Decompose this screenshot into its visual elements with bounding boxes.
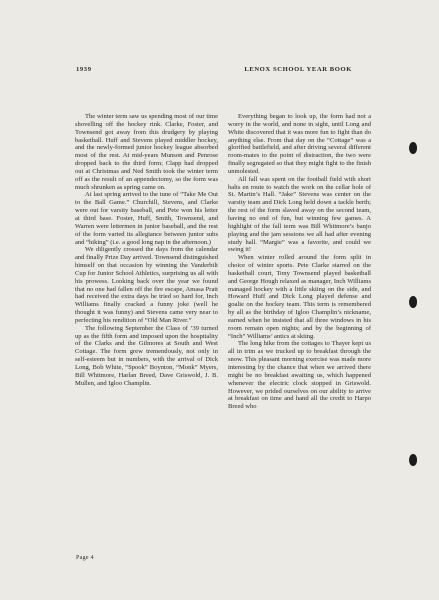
header-publication: LENOX SCHOOL YEAR BOOK xyxy=(244,66,352,73)
header-year: 1939 xyxy=(76,66,92,73)
paragraph: The long hike from the cottages to Thayer kept us all in trim as we trucked up to breakfast through the snow. This pleasant morning exercise was made more interesting by the chance that when we arrived there might be no breakfast awaiting us, which happened whenever the electric clock stopped in Griswold. However, we prided ourselves on our ability to arrive at breakfast on time and hand all the credit to Harpo Breed who xyxy=(228,340,371,411)
page-header xyxy=(76,66,352,73)
paragraph: All fall was spent on the football field with short halts en route to watch the work on the cellar hole of St. Martin’s Hall. “Jake” Stevens was center on the varsity team and Dick Long held down a tackle berth; the rest of the form slaved away on the second team, having no end of fun, but winning few games. A highlight of the fall term was Bill Whitmore’s banjo playing and the jam sessions we all had after evening study hall. “Margie” was a favorite, and could we swing it! xyxy=(228,175,371,254)
paragraph: At last spring arrived to the tune of “Take Me Out to the Ball Game.” Churchill, Stevens, and Clarke were out for varsity baseball, and Pete won his letter at third base. Foster, Huff, Smith, Townsend, and Warren were lettermen in junior baseball, and the rest of the form varied its allegiance between junior subs and “hiking” (i.e. a good long nap in the afternoon.) xyxy=(75,191,218,246)
binder-hole-icon xyxy=(409,142,417,154)
paragraph: The following September the Class of ’39 turned up as the fifth form and imposed upon the hospitality of the Clarks and the Gilmores at South and West Cottage. The form grew tremendously, not only in self-esteem but in numbers, with the arrival of Dick Long, Bob White, “Spook” Boynton, “Monk” Myers, Bill Whitmore, Harlan Breed, Dave Griswold, J. B. Mullen, and Igloo Champlin. xyxy=(75,324,218,387)
paragraph: The winter term saw us spending most of our time shovelling off the hockey rink. Clarke, Foster, and Townsend got away from this drudgery by playing basketball. Huff and Stevens played middler hockey, and the newly-formed junior hockey league absorbed most of the rest. At mid-years Munson and Penrose dropped back to the third form; Clapp had dropped out at Christmas and Ned Smith took the winter term off as the result of an appendectomy, so the form was much shrunken as spring came on. xyxy=(75,113,218,191)
paragraph: Everything began to look up, the form had not a worry in the world, and none in sight, until Long and White discovered that it was more fun to fight than do anything else. From that day on the “Cottage” was a glorified battlefield, and after driving several different room-mates to the point of distraction, the two were finally segregated so that they might fight to the finish unmolested. xyxy=(228,113,371,175)
page-number: Page 4 xyxy=(76,555,94,561)
right-column xyxy=(228,113,371,411)
left-column xyxy=(75,113,218,388)
binder-hole-icon xyxy=(409,296,417,308)
paragraph: When winter rolled around the form split in choice of winter sports. Pete Clarke starred on the basketball court, Tony Townsend played basketball and George Hough relaxed as manager, Inch Williams managed hockey with a little skiing on the side, and Howard Huff and Dick Long played defense and goalie on the hockey team. This term is remembered by all as the birthday of Igloo Champlin’s nickname, earned when he insisted that all three windows in his room remain open nights; and by the beginning of “Inch” Williams’ antics at skiing. xyxy=(228,254,371,340)
binder-hole-icon xyxy=(409,454,417,466)
paragraph: We diligently crossed the days from the calendar and finally Prize Day arrived. Townsend distinguished himself on that occasion by winning the Vanderbilt Cup for Junior School Athletics, surprising us all with his prowess. Looking back over the year we found that no one had fallen off the fire escape, Amasa Pratt had received the extra days he tried so hard for, Inch Williams finally cracked a funny joke (well he thought it was funny) and Stevens came very near to perfecting his rendition of “Old Man River.” xyxy=(75,246,218,324)
